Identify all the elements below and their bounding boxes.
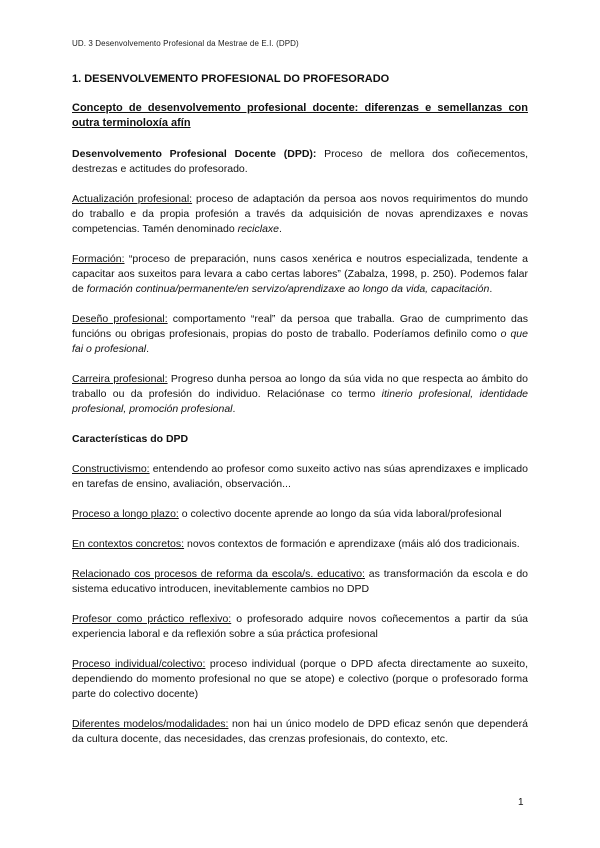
definition-carreira: Progreso dunha persoa ao longo da súa vida no que respecta ao ámbito do traballo ou da profesión do individuo. Relaciónase co termo — [72, 373, 528, 400]
end-deseno: . — [146, 343, 150, 355]
characteristic-term: En contextos concretos: — [72, 538, 185, 550]
characteristic-text: o profesorado adquire novos coñecementos a partir da súa experiencia laboral e da reflexión sobre a súa práctica profesional — [72, 613, 528, 640]
end-formacion: . — [489, 283, 493, 295]
paragraph-carreira — [72, 372, 528, 417]
characteristic-term: Constructivismo: — [72, 463, 150, 475]
running-header: UD. 3 Desenvolvemento Profesional da Mestrae de E.I. (DPD) — [72, 39, 299, 48]
section-heading: 1. DESENVOLVEMENTO PROFESIONAL DO PROFESORADO — [72, 73, 390, 85]
term-deseno: Deseño profesional: — [72, 313, 168, 325]
characteristic-item — [72, 567, 528, 597]
end-carreira: . — [232, 403, 236, 415]
characteristic-text: non hai un único modelo de DPD eficaz senón que dependerá da cultura docente, das necesidades, das crenzas profesionais, do contexto, etc. — [72, 718, 528, 745]
subsection-heading: Concepto de desenvolvemento profesional docente: diferenzas e semellanzas con outra terminoloxía afín — [72, 102, 528, 129]
characteristic-item — [72, 537, 528, 552]
italic-formacion: formación continua/permanente/en servizo/aprendizaxe ao longo da vida, capacitación — [86, 283, 490, 295]
paragraph-deseno — [72, 312, 528, 357]
characteristic-text: o colectivo docente aprende ao longo da súa vida laboral/profesional — [178, 508, 502, 520]
characteristic-term: Proceso individual/colectivo: — [72, 658, 206, 670]
paragraph-dpd — [72, 147, 528, 177]
characteristic-item — [72, 462, 528, 492]
definition-actualizacion: proceso de adaptación da persoa aos novos requirimentos do mundo do traballo e da propia profesión a través da adquisición de novas aprendizaxes e novas competencias. Tamén denominado — [72, 193, 528, 235]
characteristic-item — [72, 507, 528, 522]
italic-actualizacion: reciclaxe — [237, 223, 280, 235]
characteristic-text: proceso individual (porque o DPD afecta directamente ao suxeito, dependiendo do momento profesional no que se atope) e colectivo (porque o profesorado forma parte do colectivo docente) — [72, 658, 528, 700]
characteristic-term: Diferentes modelos/modalidades: — [72, 718, 229, 730]
end-actualizacion: . — [279, 223, 282, 235]
characteristic-item — [72, 717, 528, 747]
characteristic-item — [72, 657, 528, 702]
paragraph-formacion — [72, 252, 528, 297]
italic-deseno: o que fai o profesional — [72, 328, 528, 355]
page-number: 1 — [518, 797, 524, 808]
term-carreira: Carreira profesional: — [72, 373, 168, 385]
italic-carreira: itinerio profesional, identidade profesional, promoción profesional — [72, 388, 528, 415]
document-body — [72, 72, 528, 762]
term-dpd: Desenvolvemento Profesional Docente (DPD): — [72, 148, 317, 160]
definition-dpd: Proceso de mellora dos coñecementos, destrezas e actitudes do profesorado. — [72, 148, 528, 175]
characteristics-heading: Características do DPD — [72, 433, 189, 445]
definition-formacion: “proceso de preparación, nuns casos xenérica e noutros especializada, tendente a capacitar aos suxeitos para levara a cabo certas labores” (Zabalza, 1998, p. 250). Podemos falar de — [72, 253, 528, 295]
characteristic-term: Proceso a longo plazo: — [72, 508, 179, 520]
characteristic-text: as transformación da escola e do sistema educativo introducen, inevitablemente cambios no DPD — [72, 568, 528, 595]
term-actualizacion: Actualización profesional: — [72, 193, 193, 205]
characteristic-term: Profesor como práctico reflexivo: — [72, 613, 232, 625]
definition-deseno: comportamento “real” da persoa que traballa. Grao de cumprimento das funcións ou obrigas profesionais, propias do posto de traballo. Poderíamos definilo como — [72, 313, 528, 340]
characteristic-term: Relacionado cos procesos de reforma da escola/s. educativo: — [72, 568, 365, 580]
characteristic-item — [72, 612, 528, 642]
characteristic-text: novos contextos de formación e aprendizaxe (máis aló dos tradicionais. — [184, 538, 520, 550]
paragraph-actualizacion — [72, 192, 528, 237]
term-formacion: Formación: — [72, 253, 125, 265]
characteristic-text: entendendo ao profesor como suxeito activo nas súas aprendizaxes e implicado en tarefas de ensino, avaliación, observación... — [72, 463, 528, 490]
